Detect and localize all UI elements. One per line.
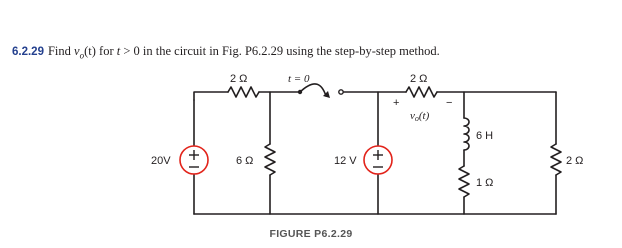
problem-var-paren: (t) bbox=[84, 44, 96, 58]
problem-text-mid: for bbox=[95, 44, 117, 58]
label-resistor-mid: 6 Ω bbox=[236, 155, 254, 167]
resistor-top-right bbox=[406, 87, 437, 97]
problem-var-sub: o bbox=[79, 50, 85, 61]
label-resistor-right: 2 Ω bbox=[566, 155, 584, 167]
wire-top-left bbox=[194, 92, 228, 100]
resistor-bottom bbox=[459, 166, 469, 197]
switch-contact-right bbox=[339, 90, 343, 94]
label-vo: vo(t) bbox=[410, 110, 430, 123]
source-mid bbox=[364, 146, 392, 174]
label-resistor-top-left: 2 Ω bbox=[230, 73, 248, 85]
label-resistor-top-right: 2 Ω bbox=[410, 73, 428, 85]
inductor bbox=[464, 118, 469, 150]
label-inductor: 6 H bbox=[476, 130, 494, 142]
switch-contact-left bbox=[298, 90, 302, 94]
label-source-left: 20V bbox=[151, 155, 171, 167]
label-vo-minus: − bbox=[446, 97, 453, 109]
resistor-top-left bbox=[228, 87, 259, 97]
problem-text-before: Find bbox=[47, 44, 75, 58]
switch-blade bbox=[300, 84, 326, 96]
label-resistor-bottom: 1 Ω bbox=[476, 177, 494, 189]
problem-var-v: v bbox=[74, 44, 80, 58]
figure-caption: FIGURE P6.2.29 bbox=[269, 228, 353, 240]
label-source-mid: 12 V bbox=[334, 155, 357, 167]
label-vo-plus: + bbox=[393, 97, 400, 109]
resistor-mid bbox=[265, 144, 275, 175]
label-switch: t = 0 bbox=[288, 73, 310, 85]
problem-var-t: t bbox=[116, 44, 121, 58]
problem-text-after: > 0 in the circuit in Fig. P6.2.29 using the step-by-step method. bbox=[120, 44, 440, 58]
resistor-right bbox=[551, 144, 561, 175]
source-left bbox=[180, 146, 208, 174]
problem-number: 6.2.29 bbox=[12, 46, 44, 58]
